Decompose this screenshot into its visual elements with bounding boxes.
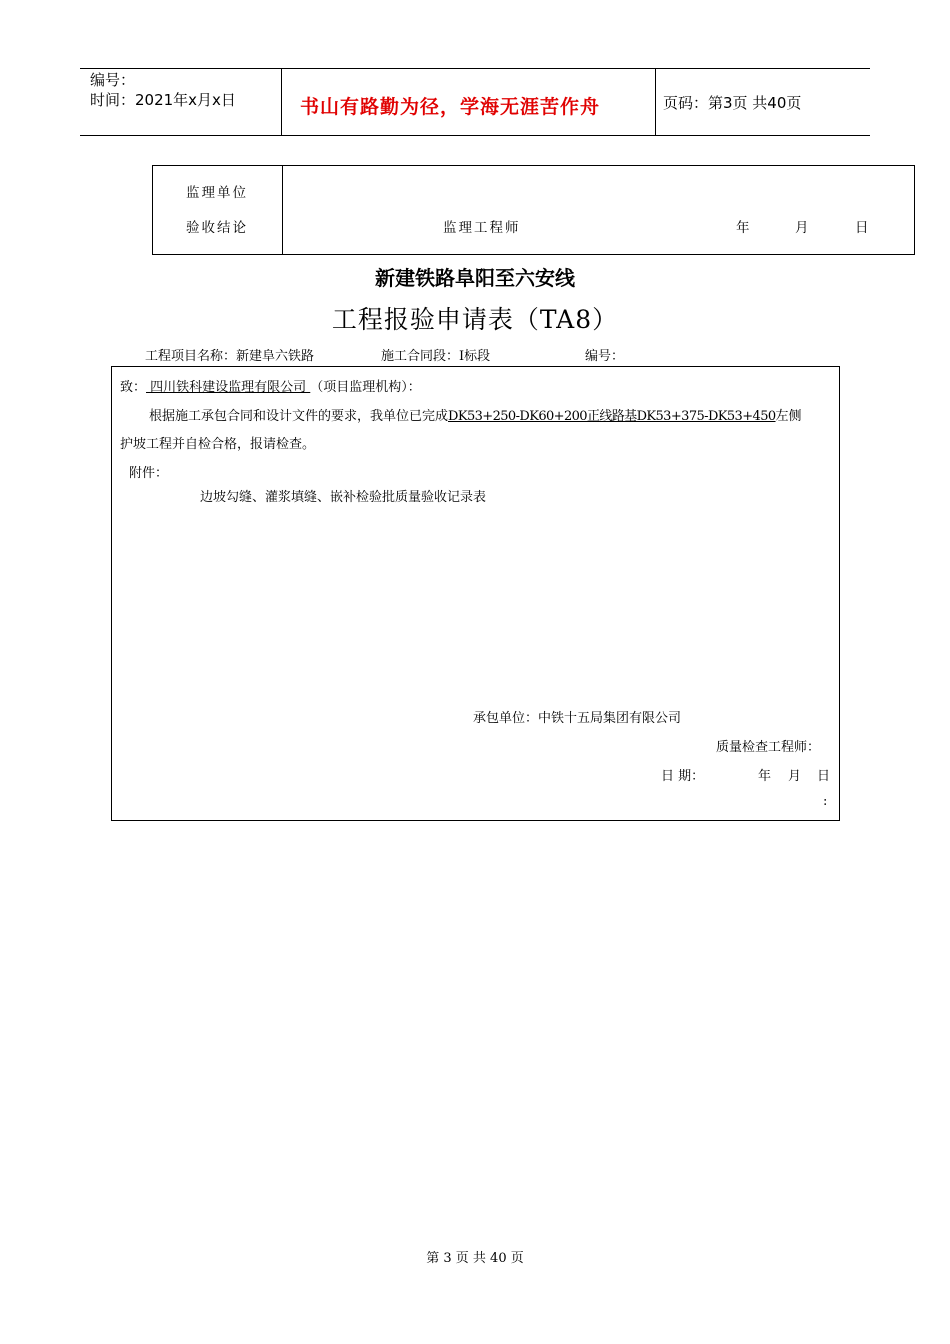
header-motto: 书山有路勤为径，学海无涯苦作舟 bbox=[300, 96, 601, 118]
addressee-organization: 四川铁科建设监理有限公司 bbox=[146, 380, 311, 395]
supervision-box-divider bbox=[282, 165, 283, 254]
header-divider-left bbox=[281, 68, 282, 136]
supervision-box bbox=[152, 165, 915, 255]
date-year: 年 bbox=[758, 769, 772, 784]
request-side: 左侧 bbox=[775, 409, 802, 424]
addressee-prefix: 致： bbox=[120, 380, 147, 395]
quality-inspector: 质量检查工程师： bbox=[716, 740, 821, 755]
attachment-label: 附件： bbox=[129, 466, 169, 481]
supervision-engineer-label: 监理工程师 bbox=[443, 220, 521, 236]
document-title-line2: 工程报验申请表（TA8） bbox=[331, 305, 619, 334]
header-page-label: 页码：第3页 共40页 bbox=[663, 94, 802, 112]
supervision-year: 年 bbox=[736, 220, 752, 236]
contract-section: 施工合同段：Ⅰ标段 bbox=[381, 349, 491, 364]
supervision-day: 日 bbox=[855, 220, 871, 236]
supervision-unit-label: 监理单位 bbox=[186, 185, 248, 201]
trailing-colon: : bbox=[823, 794, 828, 809]
request-paragraph-line1 bbox=[149, 405, 802, 424]
project-name: 工程项目名称：新建阜六铁路 bbox=[145, 349, 315, 364]
supervision-month: 月 bbox=[795, 220, 811, 236]
date-label: 日 期： bbox=[661, 769, 705, 784]
date-day: 日 bbox=[817, 769, 831, 784]
contractor-unit: 承包单位：中铁十五局集团有限公司 bbox=[473, 711, 682, 726]
supervision-conclusion-label: 验收结论 bbox=[186, 220, 248, 236]
attachment-item: 边坡勾缝、灌浆填缝、嵌补检验批质量验收记录表 bbox=[200, 490, 487, 505]
mileage-range: DK53+250-DK60+200正线路基DK53+375-DK53+450 bbox=[448, 409, 776, 424]
header-time-label: 时间：2021年x月x日 bbox=[90, 91, 236, 109]
page-footer: 第 3 页 共 40 页 bbox=[426, 1251, 524, 1266]
request-paragraph-line2: 护坡工程并自检合格，报请检查。 bbox=[120, 437, 316, 452]
request-text: 根据施工承包合同和设计文件的要求，我单位已完成 bbox=[149, 409, 449, 424]
date-month: 月 bbox=[788, 769, 802, 784]
addressee-line bbox=[120, 376, 421, 395]
addressee-suffix: （项目监理机构）： bbox=[310, 380, 421, 395]
document-title-line1: 新建铁路阜阳至六安线 bbox=[375, 266, 575, 290]
header-divider-right bbox=[655, 68, 656, 136]
header-bottom-border bbox=[80, 135, 870, 136]
form-number: 编号： bbox=[585, 349, 625, 364]
header-number-label: 编号： bbox=[90, 71, 136, 89]
header-top-border bbox=[80, 68, 870, 69]
